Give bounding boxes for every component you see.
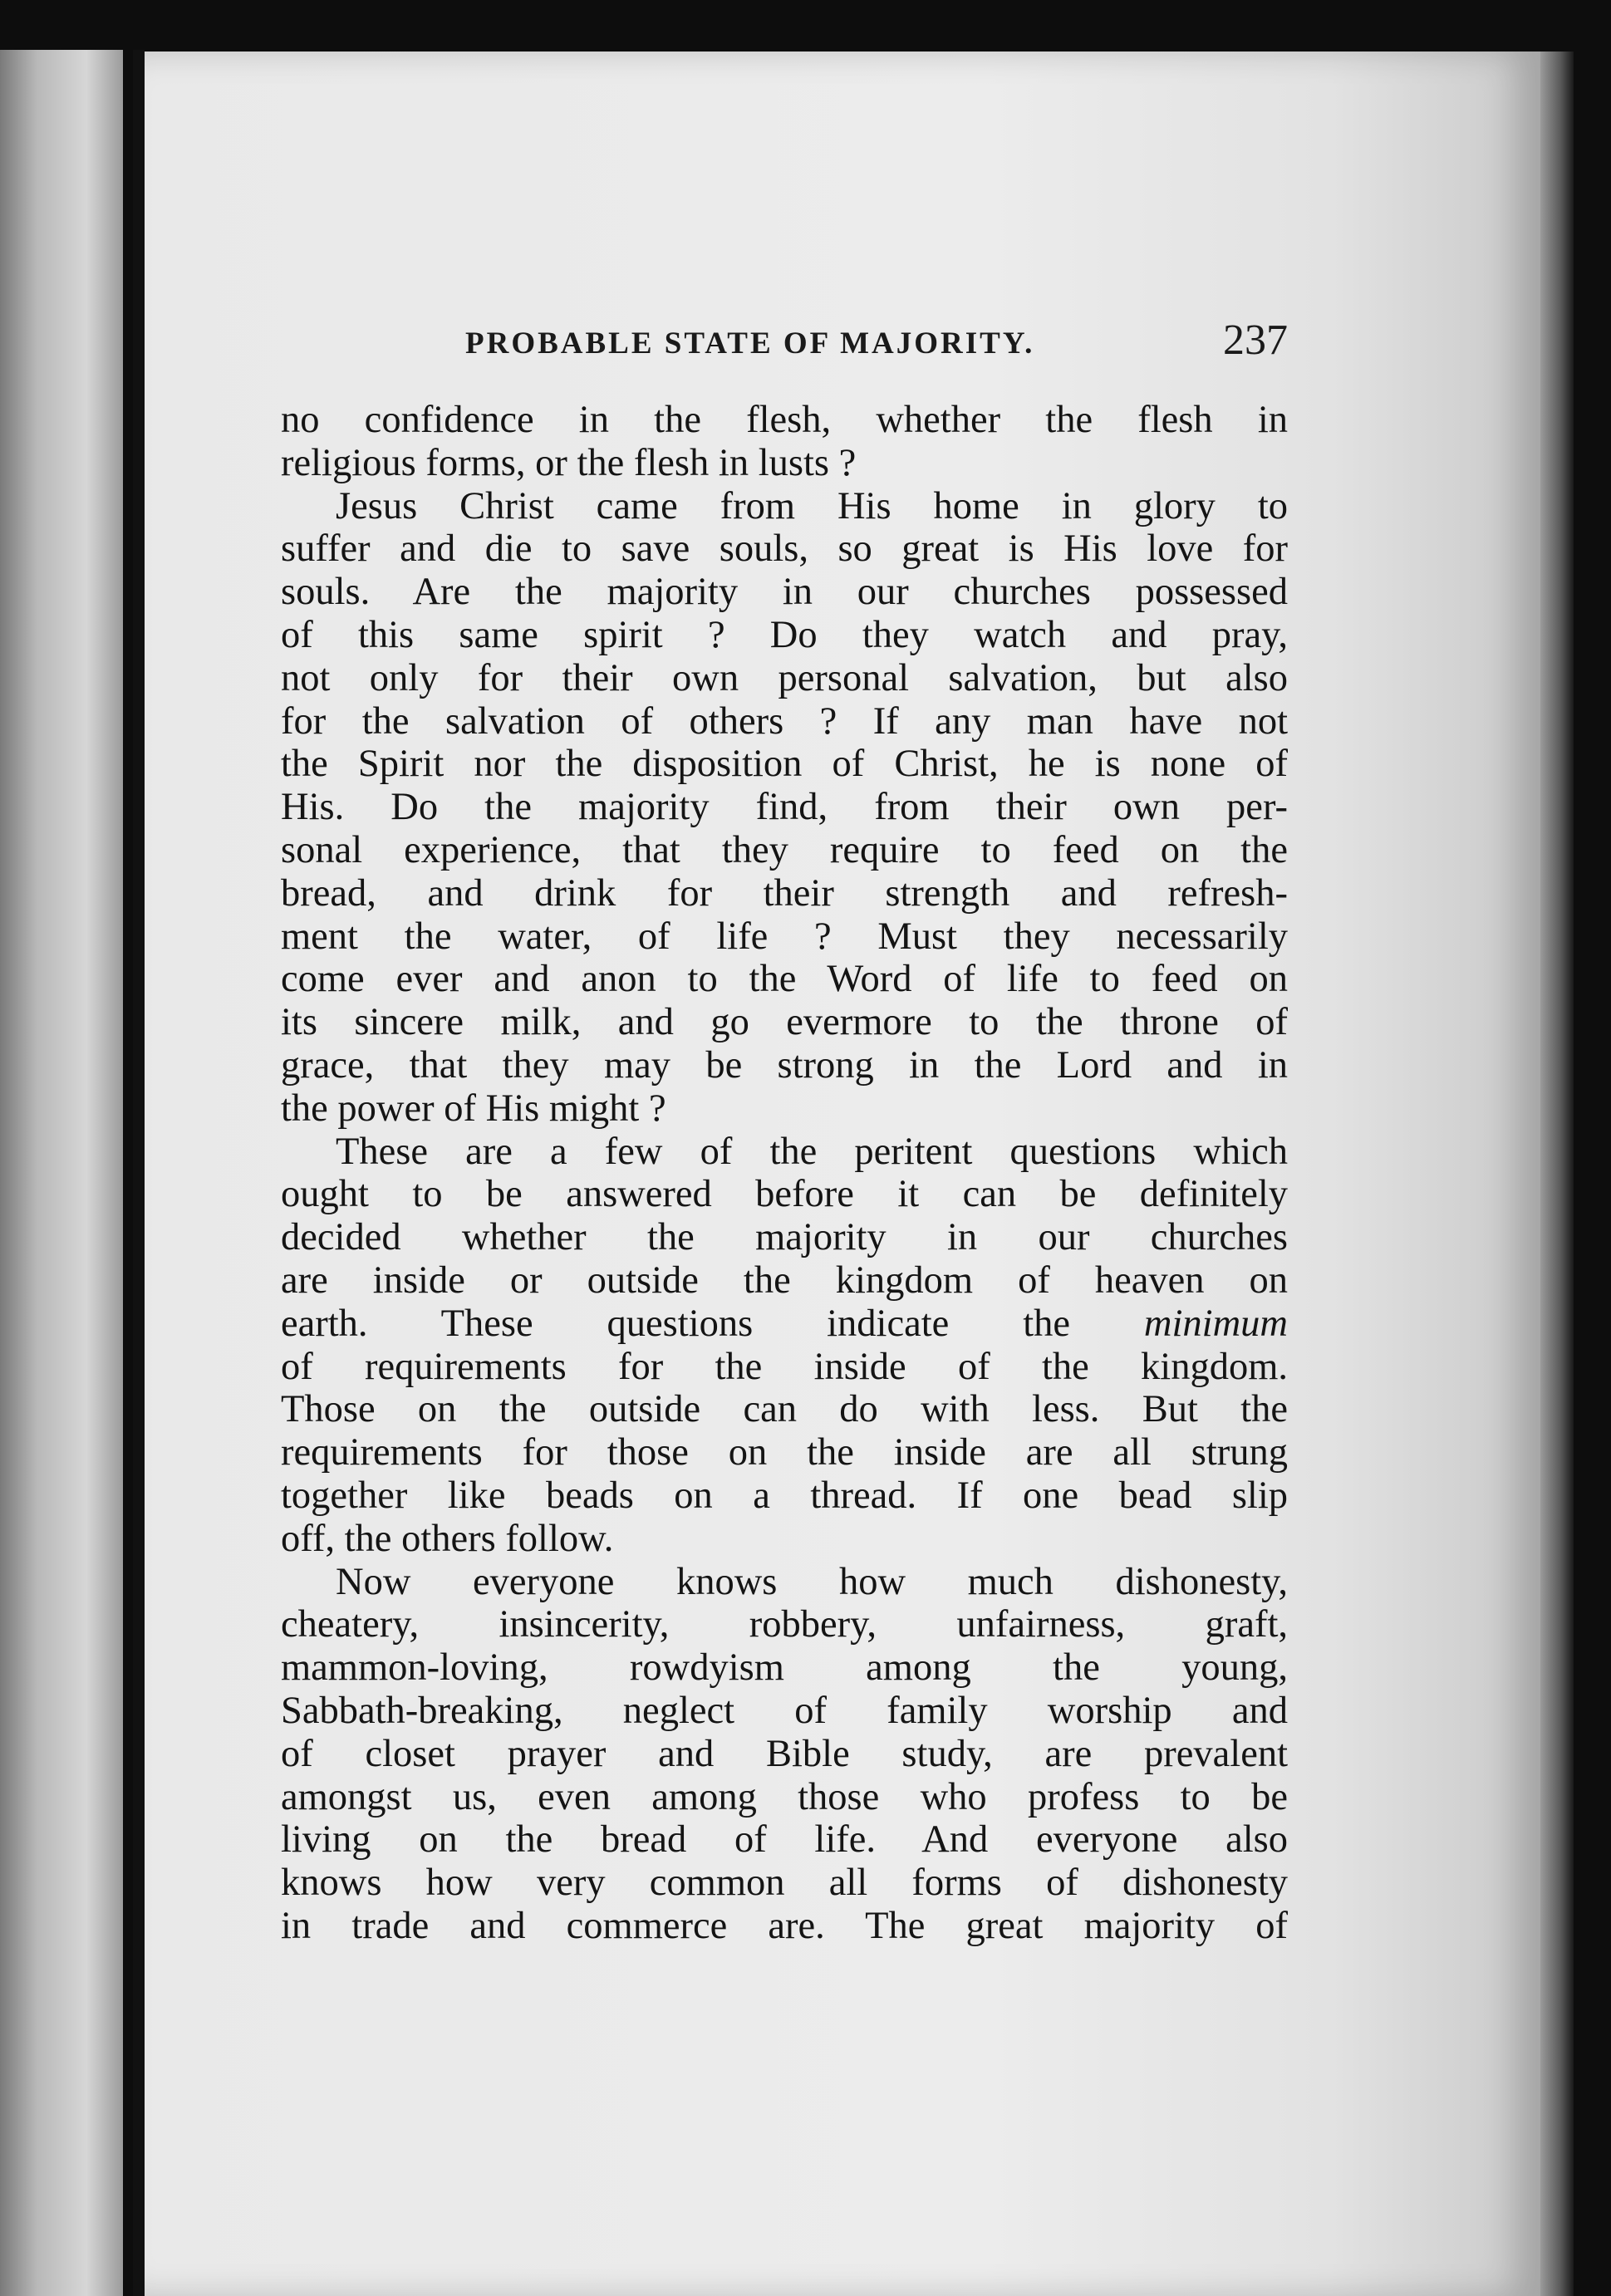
text-line: knows how very common all forms of dishonesty [281, 1862, 1288, 1905]
text-line: off, the others follow. [281, 1517, 614, 1560]
text-line: His. Do the majority find, from their own per- [281, 786, 1288, 829]
italic-word: minimum [1143, 1302, 1288, 1345]
previous-page-edge [0, 50, 123, 2296]
text-line: These are a few of the peritent questions which [336, 1130, 1288, 1173]
text-line: for the salvation of others ? If any man have not [281, 699, 1288, 743]
text-line: grace, that they may be strong in the Lord and in [281, 1043, 1288, 1087]
text-line: its sincere milk, and go evermore to the throne of [281, 1001, 1288, 1044]
text-line: souls. Are the majority in our churches possessed [281, 571, 1288, 614]
text-line: the power of His might ? [281, 1087, 666, 1130]
text-line: of this same spirit ? Do they watch and pray, [281, 613, 1288, 656]
text-line: amongst us, even among those who profess to be [281, 1775, 1288, 1818]
text-line: in trade and commerce are. The great majority of [281, 1904, 1288, 1947]
page-number: 237 [1223, 316, 1288, 364]
text-line: Jesus Christ came from His home in glory to [336, 484, 1288, 527]
text-line: ought to be answered before it can be definitely [281, 1173, 1288, 1216]
text-line: living on the bread of life. And everyone also [281, 1818, 1288, 1862]
text-line: are inside or outside the kingdom of heaven on [281, 1258, 1288, 1302]
text-line: decided whether the majority in our churches [281, 1216, 1288, 1259]
page-edge-shadow [1540, 52, 1574, 2296]
text-line: bread, and drink for their strength and refresh- [281, 871, 1288, 915]
text-line: the Spirit nor the disposition of Christ, he is none of [281, 743, 1288, 786]
text-line: Those on the outside can do with less. But the [281, 1388, 1288, 1431]
text-line: Now everyone knows how much dishonesty, [336, 1560, 1288, 1603]
text-line: no confidence in the flesh, whether the flesh in [281, 399, 1288, 441]
text-line: ment the water, of life ? Must they necessarily [281, 915, 1288, 958]
text-line: requirements for those on the inside are all strung [281, 1431, 1288, 1474]
text-line: not only for their own personal salvation, but also [281, 656, 1288, 699]
text-line: cheatery, insincerity, robbery, unfairness, graft, [281, 1603, 1288, 1646]
text-line: of closet prayer and Bible study, are prevalent [281, 1732, 1288, 1775]
text-segment: earth. These questions indicate the [281, 1302, 1144, 1345]
text-line: mammon-loving, rowdyism among the young, [281, 1646, 1288, 1690]
text-line: of requirements for the inside of the kingdom. [281, 1345, 1288, 1388]
running-head-title: PROBABLE STATE OF MAJORITY. [465, 326, 1035, 361]
text-line: sonal experience, that they require to feed on the [281, 828, 1288, 871]
text-line: religious forms, or the flesh in lusts ? [281, 441, 857, 484]
text-line: suffer and die to save souls, so great is His love for [281, 527, 1288, 571]
body-text [281, 399, 1288, 1948]
text-line: Sabbath-breaking, neglect of family worship and [281, 1689, 1288, 1732]
text-line: together like beads on a thread. If one bead slip [281, 1474, 1288, 1517]
text-line [281, 1303, 1288, 1346]
binding-gutter [133, 50, 145, 2296]
text-line: come ever and anon to the Word of life to feed on [281, 958, 1288, 1001]
running-head [465, 316, 1288, 374]
